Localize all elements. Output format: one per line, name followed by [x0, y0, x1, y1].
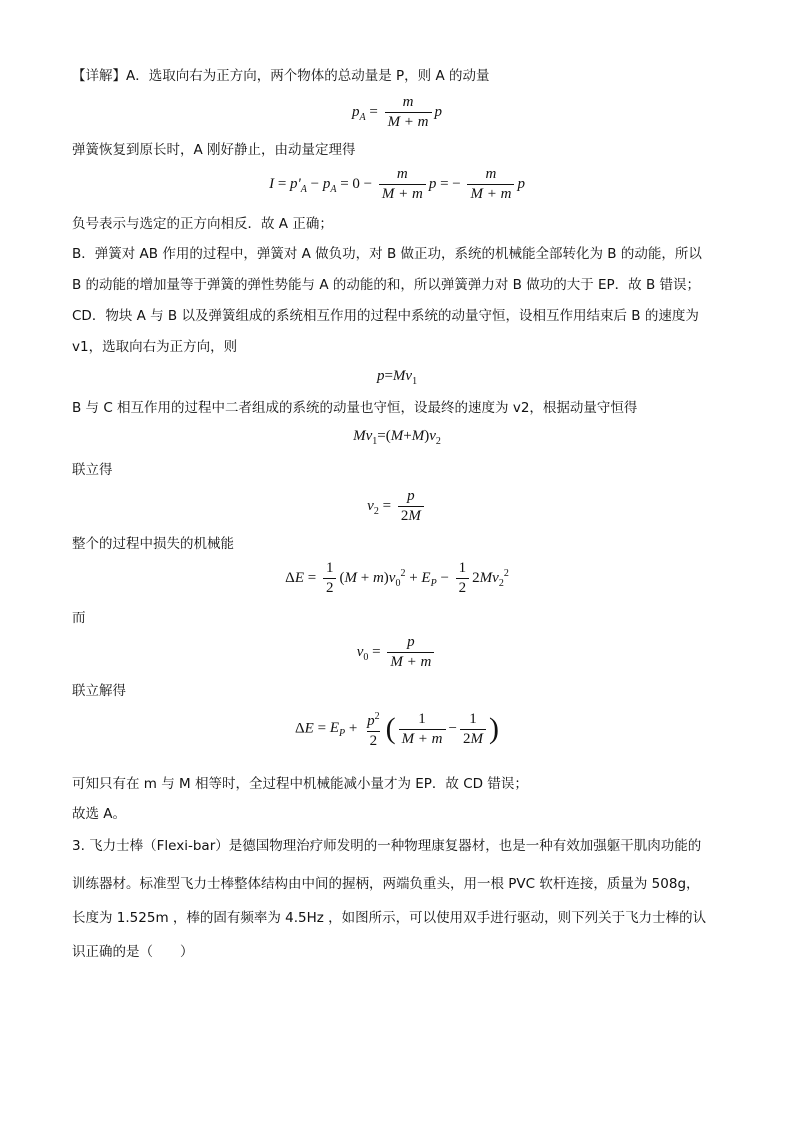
equation-energy-loss: ΔE = $\frac{1}{2}$ $(M + m)v_0^2 + E_P$ − $\frac{1}{2}$ $2Mv_2^2$	[285, 560, 509, 596]
text-line: 弹簧恢复到原长时，A 刚好静止，由动量定理得	[72, 142, 356, 158]
text-line: B．弹簧对 AB 作用的过程中，弹簧对 A 做负功，对 B 做正功，系统的机械能全部转化为 B 的动能，所以	[72, 246, 702, 262]
text-line: B 的动能的增加量等于弹簧的弹性势能与 A 的动能的和，所以弹簧弹力对 B 做功的大于 EP．故 B 错误；	[72, 277, 701, 293]
equation-pA: $p_A$ = $\frac{m}{M + m}$ p	[351, 94, 443, 130]
text-line: v1，选取向右为正方向，则	[72, 339, 238, 355]
question-3-line: 识正确的是（ ）	[72, 944, 194, 960]
equation-momentum-2: $Mv_1=(M+M)v_2$	[353, 428, 441, 447]
text-line: 负号表示与选定的正方向相反．故 A 正确；	[72, 216, 333, 232]
text-line: 故选 A。	[72, 806, 127, 822]
equation-impulse: $I = p'_A - p_A = 0$ − $\frac{m}{M + m}$ p = − $\frac{m}{M + m}$ p	[269, 166, 525, 202]
text-line: CD．物块 A 与 B 以及弹簧组成的系统相互作用的过程中系统的动量守恒，设相互作用结束后 B 的速度为	[72, 308, 699, 324]
text-line: 联立解得	[72, 683, 126, 699]
equation-v2: $v_2$ = $\frac{p}{2M}$	[0, 488, 794, 525]
text-line: 联立得	[72, 462, 113, 478]
text-line: 整个的过程中损失的机械能	[72, 536, 234, 552]
question-3-line: 训练器材。标准型飞力士棒整体结构由中间的握柄，两端负重头，用一根 PVC 软杆连接，质量为 508g，	[72, 876, 700, 892]
equation-momentum-1: $p=Mv_1$	[376, 368, 418, 387]
question-3-line: 长度为 1.525m ，棒的固有频率为 4.5Hz ，如图所示，可以使用双手进行驱动，则下列关于飞力士棒的认	[72, 910, 707, 926]
text-line: 【详解】A．选取向右为正方向，两个物体的总动量是 P，则 A 的动量	[72, 68, 490, 84]
text-line: 而	[72, 610, 86, 626]
equation-energy-result: $\Delta E = E_P$ + $\frac{p^2}{2}$ ( $\frac{1}{M + m}$ − $\frac{1}{2M}$ )	[295, 710, 499, 749]
text-line: 可知只有在 m 与 M 相等时，全过程中机械能减小量才为 EP．故 CD 错误；	[72, 776, 528, 792]
question-3-line: 3. 飞力士棒（Flexi-bar）是德国物理治疗师发明的一种物理康复器材，也是一种有效加强躯干肌肉功能的	[72, 838, 702, 854]
equation-v0: $v_0$ = $\frac{p}{M + m}$	[0, 634, 794, 671]
text-line: B 与 C 相互作用的过程中二者组成的系统的动量也守恒，设最终的速度为 v2，根据动量守恒得	[72, 400, 638, 416]
